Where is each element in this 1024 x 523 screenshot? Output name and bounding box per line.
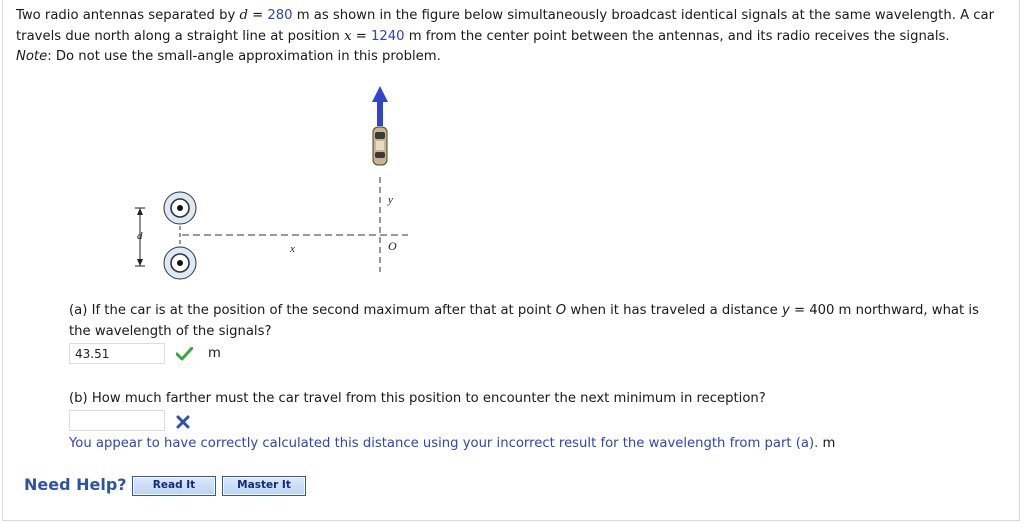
label-o: O <box>388 239 397 253</box>
note-text: : Do not use the small-angle approximation in this problem. <box>47 49 441 64</box>
label-d: d <box>137 230 143 242</box>
correct-check-icon <box>176 347 193 361</box>
antenna-bottom <box>164 247 196 279</box>
part-b-question: (b) How much farther must the car travel from this position to encounter the next minimum in reception? <box>69 391 766 406</box>
antenna-top <box>164 192 196 224</box>
antenna-figure <box>108 82 428 282</box>
label-x: x <box>290 243 295 255</box>
read-it-button[interactable]: Read It <box>132 476 216 496</box>
x-value: 1240 <box>370 28 405 44</box>
incorrect-x-icon <box>176 415 190 429</box>
d-value: 280 <box>267 8 293 23</box>
equals: = <box>351 28 371 44</box>
problem-text: Two radio antennas separated by <box>16 8 240 23</box>
answer-input-b[interactable] <box>69 410 165 431</box>
car-icon <box>373 127 387 165</box>
need-help-title: Need Help? <box>24 475 127 494</box>
var-d: d <box>239 8 248 23</box>
unit-b: m <box>822 436 836 451</box>
feedback-text: You appear to have correctly calculated this distance using your incorrect result for the wavelength from part (a). m <box>69 436 836 451</box>
master-it-button[interactable]: Master It <box>222 476 306 496</box>
part-a-question: (a) If the car is at the position of the second maximum after that at point O when it has traveled a distance y = 400 m northward, what is the wavelength of the signals? <box>69 303 979 339</box>
problem-statement <box>16 6 1006 68</box>
unit-a: m <box>208 346 221 361</box>
answer-input-a[interactable]: 43.51 <box>69 343 165 364</box>
y-value: 400 <box>809 303 835 318</box>
north-arrow-icon <box>372 86 388 126</box>
var-x: x <box>344 28 352 44</box>
label-y: y <box>388 194 393 206</box>
note-label: Note <box>16 49 48 64</box>
problem-text: m from the center point between the antennas, and its radio receives the signals. <box>404 28 950 44</box>
problem-text: m as shown in the figure below simultaneously broadcast identical signals at the same wavelength. A car travels due north along a straight line at position <box>16 8 995 44</box>
equals: = <box>247 8 268 23</box>
